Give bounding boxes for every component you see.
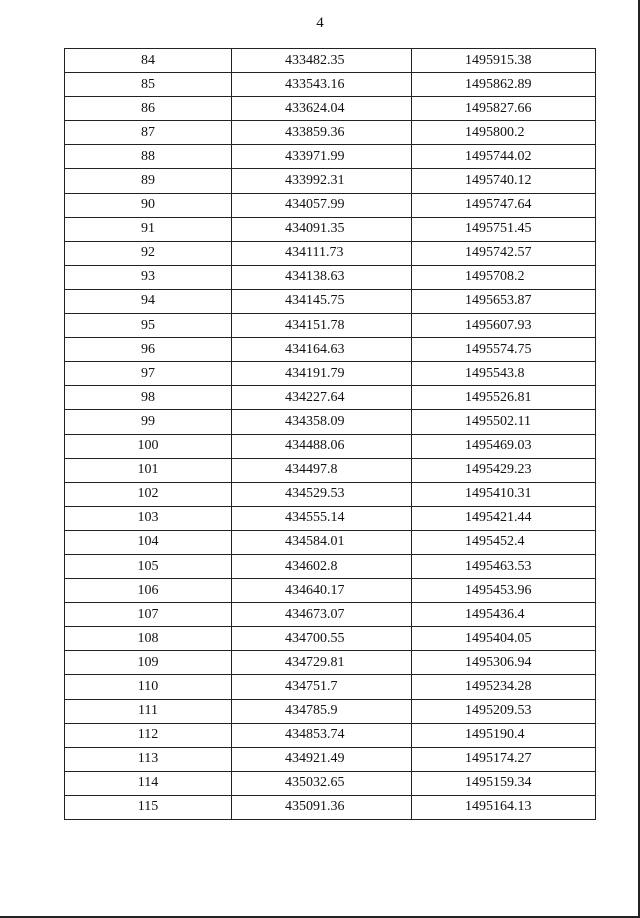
table-row — [65, 362, 596, 386]
y-coordinate-cell: 1495653.87 — [412, 289, 596, 313]
table-row — [65, 241, 596, 265]
coordinates-table — [64, 48, 596, 820]
table-row — [65, 121, 596, 145]
y-coordinate-cell: 1495469.03 — [412, 434, 596, 458]
y-coordinate-cell: 1495502.11 — [412, 410, 596, 434]
point-number-cell: 112 — [65, 723, 232, 747]
x-coordinate-cell: 434785.9 — [232, 699, 412, 723]
table-row — [65, 699, 596, 723]
point-number-cell: 95 — [65, 314, 232, 338]
point-number-cell: 109 — [65, 651, 232, 675]
table-row — [65, 627, 596, 651]
point-number-cell: 93 — [65, 265, 232, 289]
point-number-cell: 100 — [65, 434, 232, 458]
table-row — [65, 795, 596, 819]
point-number-cell: 108 — [65, 627, 232, 651]
point-number-cell: 106 — [65, 579, 232, 603]
table-row — [65, 554, 596, 578]
point-number-cell: 88 — [65, 145, 232, 169]
y-coordinate-cell: 1495751.45 — [412, 217, 596, 241]
table-row — [65, 193, 596, 217]
table-row — [65, 506, 596, 530]
x-coordinate-cell: 434227.64 — [232, 386, 412, 410]
x-coordinate-cell: 434640.17 — [232, 579, 412, 603]
x-coordinate-cell: 434191.79 — [232, 362, 412, 386]
page-number: 4 — [316, 15, 324, 31]
x-coordinate-cell: 434529.53 — [232, 482, 412, 506]
x-coordinate-cell: 434853.74 — [232, 723, 412, 747]
point-number-cell: 101 — [65, 458, 232, 482]
y-coordinate-cell: 1495159.34 — [412, 771, 596, 795]
y-coordinate-cell: 1495862.89 — [412, 73, 596, 97]
y-coordinate-cell: 1495209.53 — [412, 699, 596, 723]
y-coordinate-cell: 1495708.2 — [412, 265, 596, 289]
point-number-cell: 85 — [65, 73, 232, 97]
x-coordinate-cell: 434138.63 — [232, 265, 412, 289]
y-coordinate-cell: 1495429.23 — [412, 458, 596, 482]
x-coordinate-cell: 435032.65 — [232, 771, 412, 795]
x-coordinate-cell: 435091.36 — [232, 795, 412, 819]
y-coordinate-cell: 1495827.66 — [412, 97, 596, 121]
table-row — [65, 145, 596, 169]
x-coordinate-cell: 434584.01 — [232, 530, 412, 554]
point-number-cell: 87 — [65, 121, 232, 145]
table-row — [65, 217, 596, 241]
table-row — [65, 49, 596, 73]
point-number-cell: 98 — [65, 386, 232, 410]
point-number-cell: 97 — [65, 362, 232, 386]
point-number-cell: 103 — [65, 506, 232, 530]
x-coordinate-cell: 434151.78 — [232, 314, 412, 338]
x-coordinate-cell: 434488.06 — [232, 434, 412, 458]
point-number-cell: 115 — [65, 795, 232, 819]
x-coordinate-cell: 434729.81 — [232, 651, 412, 675]
table-row — [65, 458, 596, 482]
table-row — [65, 289, 596, 313]
point-number-cell: 110 — [65, 675, 232, 699]
y-coordinate-cell: 1495463.53 — [412, 554, 596, 578]
point-number-cell: 94 — [65, 289, 232, 313]
x-coordinate-cell: 433624.04 — [232, 97, 412, 121]
x-coordinate-cell: 434145.75 — [232, 289, 412, 313]
y-coordinate-cell: 1495915.38 — [412, 49, 596, 73]
x-coordinate-cell: 433971.99 — [232, 145, 412, 169]
y-coordinate-cell: 1495744.02 — [412, 145, 596, 169]
x-coordinate-cell: 433482.35 — [232, 49, 412, 73]
point-number-cell: 114 — [65, 771, 232, 795]
x-coordinate-cell: 434751.7 — [232, 675, 412, 699]
point-number-cell: 111 — [65, 699, 232, 723]
table-row — [65, 97, 596, 121]
y-coordinate-cell: 1495174.27 — [412, 747, 596, 771]
table-row — [65, 386, 596, 410]
table-row — [65, 265, 596, 289]
y-coordinate-cell: 1495164.13 — [412, 795, 596, 819]
x-coordinate-cell: 434358.09 — [232, 410, 412, 434]
table-row — [65, 314, 596, 338]
table-row — [65, 73, 596, 97]
point-number-cell: 99 — [65, 410, 232, 434]
table-row — [65, 530, 596, 554]
y-coordinate-cell: 1495410.31 — [412, 482, 596, 506]
y-coordinate-cell: 1495234.28 — [412, 675, 596, 699]
table-row — [65, 771, 596, 795]
table-row — [65, 169, 596, 193]
x-coordinate-cell: 434091.35 — [232, 217, 412, 241]
table-row — [65, 675, 596, 699]
y-coordinate-cell: 1495740.12 — [412, 169, 596, 193]
y-coordinate-cell: 1495574.75 — [412, 338, 596, 362]
y-coordinate-cell: 1495453.96 — [412, 579, 596, 603]
point-number-cell: 105 — [65, 554, 232, 578]
x-coordinate-cell: 434111.73 — [232, 241, 412, 265]
x-coordinate-cell: 433543.16 — [232, 73, 412, 97]
y-coordinate-cell: 1495526.81 — [412, 386, 596, 410]
point-number-cell: 102 — [65, 482, 232, 506]
y-coordinate-cell: 1495742.57 — [412, 241, 596, 265]
x-coordinate-cell: 434057.99 — [232, 193, 412, 217]
y-coordinate-cell: 1495452.4 — [412, 530, 596, 554]
y-coordinate-cell: 1495421.44 — [412, 506, 596, 530]
table-row — [65, 338, 596, 362]
point-number-cell: 92 — [65, 241, 232, 265]
x-coordinate-cell: 434921.49 — [232, 747, 412, 771]
y-coordinate-cell: 1495747.64 — [412, 193, 596, 217]
point-number-cell: 86 — [65, 97, 232, 121]
x-coordinate-cell: 434555.14 — [232, 506, 412, 530]
table-row — [65, 747, 596, 771]
x-coordinate-cell: 434673.07 — [232, 603, 412, 627]
table-row — [65, 651, 596, 675]
x-coordinate-cell: 434164.63 — [232, 338, 412, 362]
point-number-cell: 89 — [65, 169, 232, 193]
point-number-cell: 104 — [65, 530, 232, 554]
table-row — [65, 410, 596, 434]
y-coordinate-cell: 1495190.4 — [412, 723, 596, 747]
coordinates-table-body — [65, 49, 596, 820]
x-coordinate-cell: 433859.36 — [232, 121, 412, 145]
x-coordinate-cell: 434700.55 — [232, 627, 412, 651]
table-row — [65, 603, 596, 627]
x-coordinate-cell: 434497.8 — [232, 458, 412, 482]
y-coordinate-cell: 1495306.94 — [412, 651, 596, 675]
point-number-cell: 84 — [65, 49, 232, 73]
y-coordinate-cell: 1495607.93 — [412, 314, 596, 338]
point-number-cell: 113 — [65, 747, 232, 771]
x-coordinate-cell: 433992.31 — [232, 169, 412, 193]
y-coordinate-cell: 1495543.8 — [412, 362, 596, 386]
y-coordinate-cell: 1495404.05 — [412, 627, 596, 651]
y-coordinate-cell: 1495800.2 — [412, 121, 596, 145]
table-row — [65, 482, 596, 506]
table-row — [65, 579, 596, 603]
point-number-cell: 107 — [65, 603, 232, 627]
x-coordinate-cell: 434602.8 — [232, 554, 412, 578]
point-number-cell: 96 — [65, 338, 232, 362]
table-row — [65, 434, 596, 458]
point-number-cell: 90 — [65, 193, 232, 217]
y-coordinate-cell: 1495436.4 — [412, 603, 596, 627]
table-row — [65, 723, 596, 747]
point-number-cell: 91 — [65, 217, 232, 241]
